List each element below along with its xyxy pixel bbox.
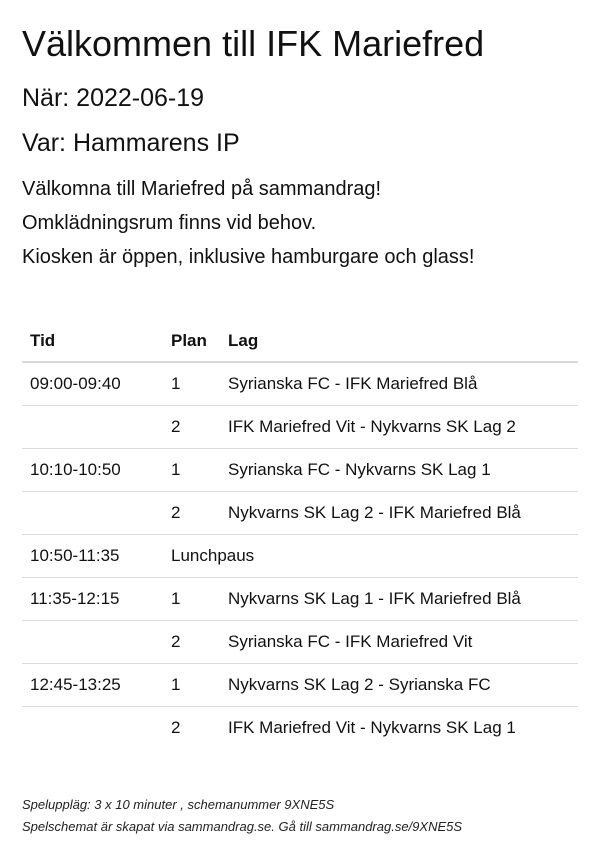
- event-location: Var: Hammarens IP: [22, 129, 240, 157]
- cell-match: Syrianska FC - Nykvarns SK Lag 1: [220, 449, 578, 492]
- cell-time: [22, 621, 163, 664]
- cell-time: [22, 707, 163, 750]
- intro-line: Kiosken är öppen, inklusive hamburgare och glass!: [22, 246, 475, 268]
- cell-time: 09:00-09:40: [22, 362, 163, 406]
- table-row: [22, 362, 578, 406]
- table-header-row: [22, 320, 578, 362]
- column-header-time: Tid: [22, 320, 163, 362]
- table-row: [22, 621, 578, 664]
- table-row: [22, 492, 578, 535]
- cell-match: Nykvarns SK Lag 2 - IFK Mariefred Blå: [220, 492, 578, 535]
- table-row: [22, 578, 578, 621]
- cell-time: [22, 406, 163, 449]
- cell-time: 10:10-10:50: [22, 449, 163, 492]
- cell-lunch-break: Lunchpaus: [163, 535, 578, 578]
- column-header-plan: Plan: [163, 320, 220, 362]
- table-row: [22, 664, 578, 707]
- intro-text: [22, 172, 474, 274]
- cell-plan: 2: [163, 492, 220, 535]
- cell-plan: 1: [163, 449, 220, 492]
- table-row-break: [22, 535, 578, 578]
- footer-note: [22, 794, 462, 838]
- cell-time: 12:45-13:25: [22, 664, 163, 707]
- cell-plan: 2: [163, 406, 220, 449]
- cell-match: Nykvarns SK Lag 2 - Syrianska FC: [220, 664, 578, 707]
- cell-plan: 1: [163, 362, 220, 406]
- cell-match: Syrianska FC - IFK Mariefred Vit: [220, 621, 578, 664]
- cell-match: IFK Mariefred Vit - Nykvarns SK Lag 2: [220, 406, 578, 449]
- column-header-team: Lag: [220, 320, 578, 362]
- cell-match: Nykvarns SK Lag 1 - IFK Mariefred Blå: [220, 578, 578, 621]
- intro-line: Välkomna till Mariefred på sammandrag!: [22, 178, 382, 200]
- cell-match: Syrianska FC - IFK Mariefred Blå: [220, 362, 578, 406]
- footer-game-format: Speluppläg: 3 x 10 minuter , schemanummer 9XNE5S: [22, 797, 335, 812]
- cell-time: 11:35-12:15: [22, 578, 163, 621]
- cell-plan: 1: [163, 664, 220, 707]
- intro-line: Omklädningsrum finns vid behov.: [22, 212, 317, 234]
- schedule-table: [22, 320, 578, 749]
- cell-match: IFK Mariefred Vit - Nykvarns SK Lag 1: [228, 718, 516, 737]
- table-row: [22, 406, 578, 449]
- cell-time: 10:50-11:35: [22, 535, 163, 578]
- table-row: [22, 707, 578, 750]
- event-date: När: 2022-06-19: [22, 84, 205, 112]
- cell-plan: 2: [171, 718, 181, 737]
- cell-plan: 1: [163, 578, 220, 621]
- footer-created-via: Spelschemat är skapat via sammandrag.se. Gå till sammandrag.se/9XNE5S: [22, 819, 463, 834]
- cell-time: [22, 492, 163, 535]
- table-row: [22, 449, 578, 492]
- cell-plan: 2: [163, 621, 220, 664]
- page-title: Välkommen till IFK Mariefred: [22, 23, 485, 64]
